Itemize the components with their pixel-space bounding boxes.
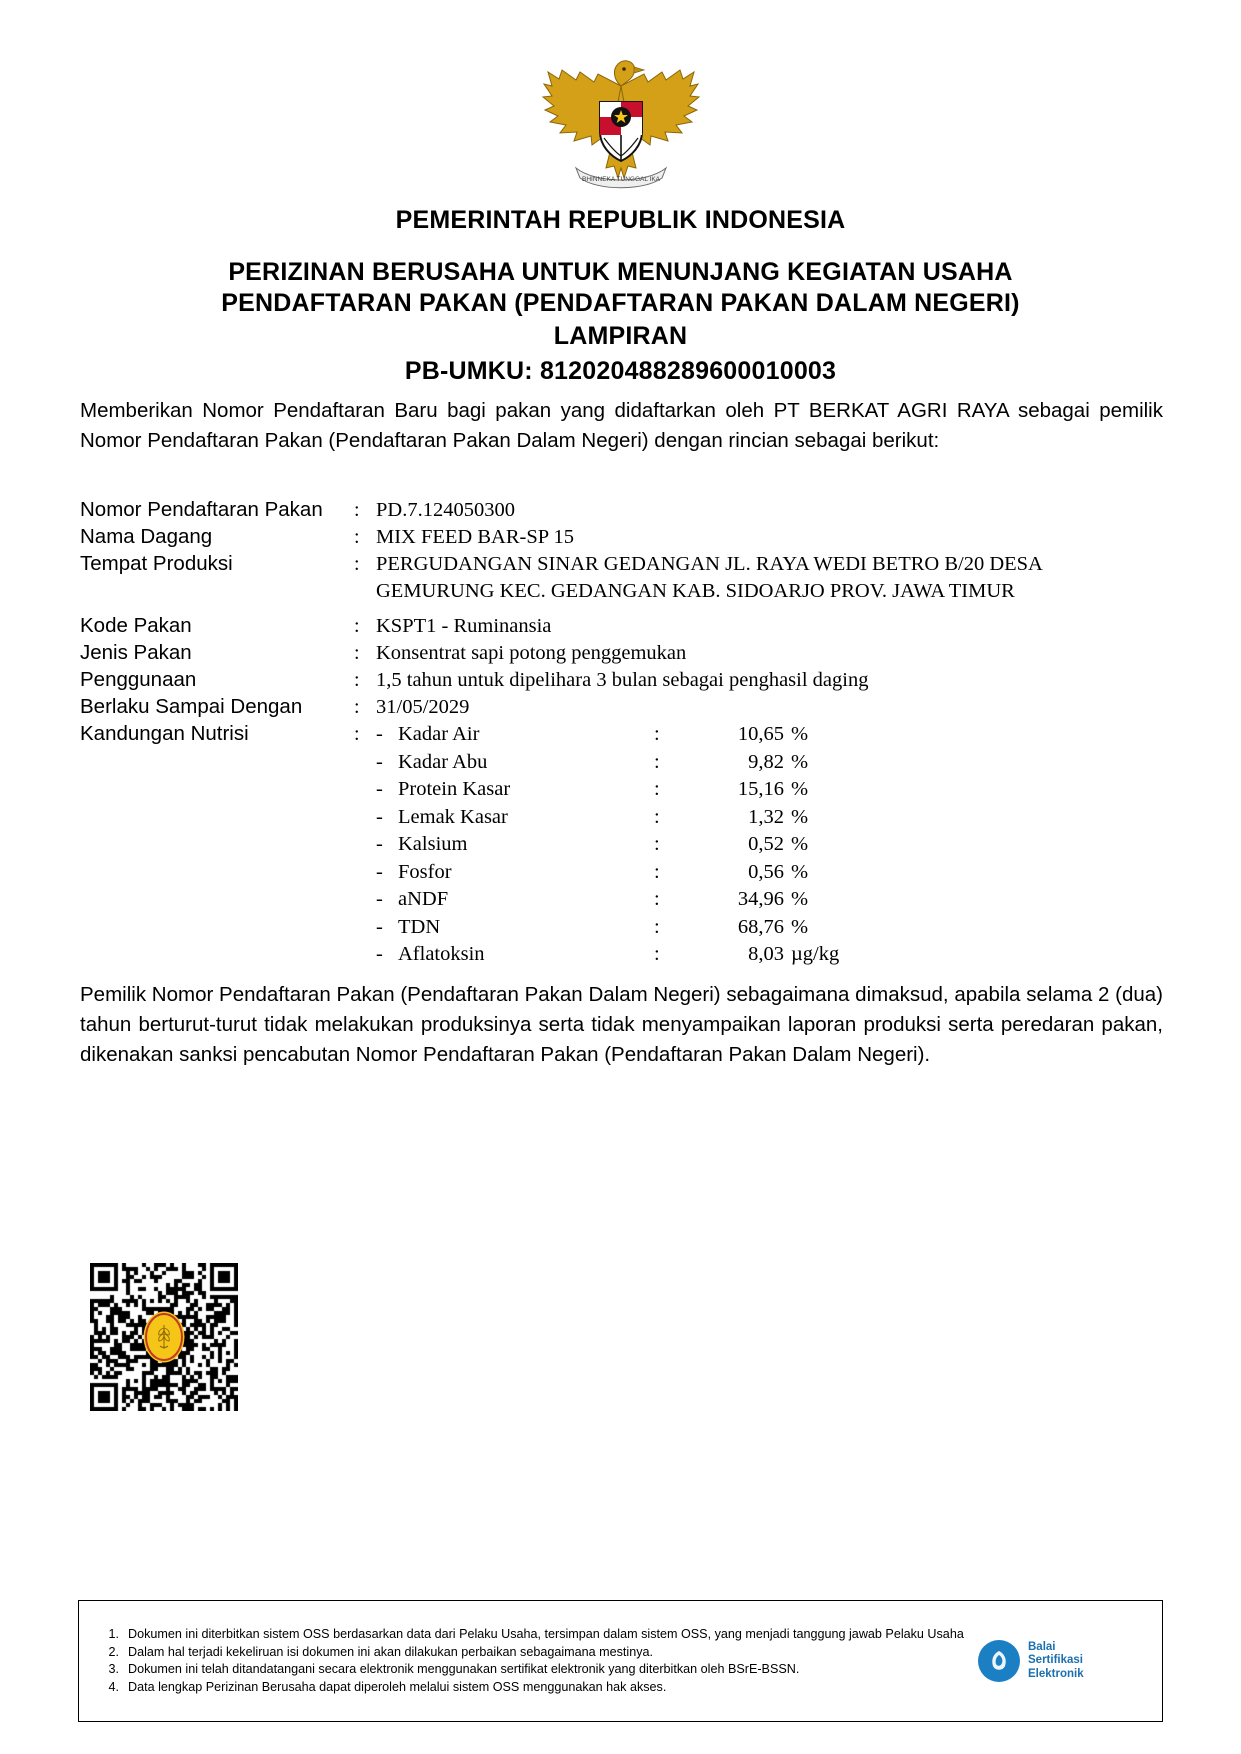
- field-value: 1,5 tahun untuk dipelihara 3 bulan sebagai penghasil daging: [376, 669, 869, 691]
- bsre-line-1: Balai: [1028, 1640, 1056, 1653]
- closing-paragraph: Pemilik Nomor Pendaftaran Pakan (Pendaftaran Pakan Dalam Negeri) sebagaimana dimaksud, apabila selama 2 (dua) tahun berturut-turut tidak melakukan produksinya serta tidak menyampaikan laporan produksi serta peredaran pakan, dikenakan sanksi pencabutan Nomor Pendaftaran Pakan (Pendaftaran Pakan Dalam Negeri).: [80, 983, 1163, 1066]
- bsre-logo-text: [1028, 1641, 1084, 1682]
- bsre-logo: [968, 1640, 1148, 1682]
- field-kandungan-nutrisi: [80, 721, 1171, 969]
- nutrition-name: Fosfor: [398, 860, 452, 883]
- emblem-container: [0, 46, 1241, 196]
- field-tempat-produksi: [80, 551, 1171, 605]
- field-label: Jenis Pakan: [80, 641, 192, 664]
- nutrition-row: [376, 859, 1171, 887]
- field-jenis-pakan: [80, 640, 1171, 667]
- nutrition-name: Protein Kasar: [398, 778, 511, 800]
- footer-note: [93, 1679, 968, 1697]
- field-value: KSPT1 - Ruminansia: [376, 615, 552, 637]
- intro-paragraph: Memberikan Nomor Pendaftaran Baru bagi pakan yang didaftarkan oleh PT BERKAT AGRI RAYA sebagai pemilik Nomor Pendaftaran Pakan (Pendaftaran Pakan Dalam Negeri) dengan rincian sebagai berikut:: [80, 399, 1163, 452]
- nutrition-dash: -: [376, 943, 383, 965]
- footer-note: [93, 1644, 968, 1662]
- footer-note-text: Dalam hal terjadi kekeliruan isi dokumen ini akan dilakukan perbaikan sebagaimana mestinya.: [128, 1644, 654, 1659]
- nutrition-name: Aflatoksin: [398, 943, 485, 965]
- field-value: 31/05/2029: [376, 696, 470, 718]
- header-line-perizinan: PERIZINAN BERUSAHA UNTUK MENUNJANG KEGIATAN USAHA: [228, 258, 1013, 286]
- document-header: [80, 205, 1161, 387]
- field-label: Nama Dagang: [80, 525, 213, 548]
- nutrition-unit: %: [791, 860, 809, 883]
- nutrition-row: [376, 886, 1171, 914]
- nutrition-colon: :: [654, 915, 660, 938]
- bsre-line-3: Elektronik: [1028, 1667, 1084, 1680]
- nutrition-dash: -: [376, 750, 383, 773]
- nutrition-unit: %: [791, 750, 809, 773]
- footer-note-number: 4.: [108, 1679, 119, 1694]
- field-value: Konsentrat sapi potong penggemukan: [376, 642, 687, 664]
- footer-note: [93, 1626, 968, 1644]
- footer-note-number: 1.: [108, 1627, 119, 1641]
- verification-qr-code[interactable]: [90, 1263, 238, 1411]
- nutrition-row: [376, 941, 1171, 969]
- nutrition-colon: :: [654, 750, 660, 773]
- nutrition-row: [376, 776, 1171, 804]
- field-value: MIX FEED BAR-SP 15: [376, 526, 575, 548]
- notes-list: [93, 1626, 968, 1696]
- nutrition-dash: -: [376, 888, 383, 910]
- garuda-pancasila-emblem: [536, 46, 706, 196]
- footer-notes-box: [78, 1600, 1163, 1722]
- nutrition-colon: :: [654, 778, 660, 800]
- nutrition-dash: -: [376, 778, 383, 800]
- field-label: Kode Pakan: [80, 614, 192, 637]
- field-nomor-pendaftaran-pakan: [80, 497, 1171, 524]
- header-line-government: PEMERINTAH REPUBLIK INDONESIA: [395, 206, 846, 234]
- nutrition-name: Kadar Abu: [398, 750, 488, 773]
- nutrition-dash: -: [376, 805, 383, 828]
- footer-note-text: Data lengkap Perizinan Berusaha dapat diperoleh melalui sistem OSS menggunakan hak akses.: [128, 1679, 667, 1694]
- nutrition-unit: %: [791, 805, 809, 828]
- padi-kapas-glyph: [153, 1322, 175, 1352]
- field-kode-pakan: [80, 613, 1171, 640]
- nutrition-unit: µg/kg: [791, 943, 840, 965]
- footer-note-text: Dokumen ini telah ditandatangani secara elektronik menggunakan sertifikat elektronik yang diterbitkan oleh BSrE-BSSN.: [128, 1662, 800, 1676]
- nutrition-unit: %: [791, 915, 809, 938]
- nutrition-value: 8,03: [748, 943, 784, 965]
- field-colon: :: [354, 615, 360, 637]
- field-berlaku-sampai-dengan: [80, 694, 1171, 721]
- field-colon: :: [354, 696, 360, 718]
- field-colon: :: [354, 526, 360, 548]
- nutrition-unit: %: [791, 888, 809, 910]
- header-line-pendaftaran: PENDAFTARAN PAKAN (PENDAFTARAN PAKAN DALAM NEGERI): [221, 289, 1020, 317]
- nutrition-colon: :: [654, 833, 660, 855]
- footer-note-text: Dokumen ini diterbitkan sistem OSS berdasarkan data dari Pelaku Usaha, tersimpan dalam sistem OSS, yang menjadi tanggung jawab Pelaku Usaha: [128, 1627, 964, 1641]
- nutrition-value: 34,96: [737, 888, 784, 910]
- nutrition-name: Lemak Kasar: [398, 805, 508, 828]
- nutrition-value: 10,65: [737, 723, 784, 745]
- nutrition-value: 15,16: [737, 778, 784, 800]
- nutrition-value: 9,82: [748, 750, 784, 773]
- nutrition-dash: -: [376, 833, 383, 855]
- nutrition-name: Kalsium: [398, 833, 468, 855]
- nutrition-row: [376, 914, 1171, 942]
- details-section: [80, 497, 1171, 969]
- nutrition-unit: %: [791, 833, 809, 855]
- gold-padi-seal-icon: [145, 1313, 183, 1361]
- nutrition-value: 1,32: [748, 805, 784, 828]
- nutrition-unit: %: [791, 778, 809, 800]
- field-colon: :: [354, 553, 360, 575]
- header-line-lampiran: LAMPIRAN: [553, 322, 688, 350]
- field-colon: :: [354, 723, 360, 745]
- bsre-line-2: Sertifikasi: [1028, 1654, 1083, 1667]
- nutrition-row: [376, 831, 1171, 859]
- field-label: Penggunaan: [80, 668, 197, 691]
- footer-note-number: 2.: [108, 1644, 119, 1659]
- nutrition-dash: -: [376, 915, 383, 938]
- field-label: Tempat Produksi: [80, 552, 233, 575]
- nutrition-value: 68,76: [737, 915, 784, 938]
- field-nama-dagang: [80, 524, 1171, 551]
- field-label: Kandungan Nutrisi: [80, 722, 249, 745]
- nutrition-colon: :: [654, 723, 660, 745]
- field-value: PD.7.124050300: [376, 499, 515, 521]
- nutrition-name: Kadar Air: [398, 723, 480, 745]
- bsre-shield-icon: [978, 1640, 1020, 1682]
- nutrition-row: [376, 721, 1171, 749]
- nutrition-dash: -: [376, 860, 383, 883]
- nutrition-colon: :: [654, 943, 660, 965]
- field-colon: :: [354, 499, 360, 521]
- field-value: PERGUDANGAN SINAR GEDANGAN JL. RAYA WEDI BETRO B/20 DESA GEMURUNG KEC. GEDANGAN KAB. SIDOARJO PROV. JAWA TIMUR: [376, 553, 1042, 602]
- nutrition-value: 0,56: [748, 860, 784, 883]
- field-label: Berlaku Sampai Dengan: [80, 695, 303, 718]
- field-colon: :: [354, 669, 360, 691]
- bsre-glyph: [984, 1646, 1014, 1676]
- nutrition-unit: %: [791, 723, 809, 745]
- field-penggunaan: [80, 667, 1171, 694]
- nutrition-name: TDN: [398, 915, 441, 938]
- nutrition-name: aNDF: [398, 888, 449, 910]
- nutrition-colon: :: [654, 860, 660, 883]
- nutrition-row: [376, 749, 1171, 777]
- nutrition-value: 0,52: [748, 833, 784, 855]
- field-label: Nomor Pendaftaran Pakan: [80, 498, 323, 521]
- svg-text:BHINNEKA TUNGGAL IKA: BHINNEKA TUNGGAL IKA: [581, 176, 660, 183]
- nutrition-dash: -: [376, 723, 383, 745]
- nutrition-row: [376, 804, 1171, 832]
- footer-note: [93, 1661, 968, 1679]
- nutrition-list: [376, 721, 1171, 969]
- nutrition-colon: :: [654, 888, 660, 910]
- field-colon: :: [354, 642, 360, 664]
- header-line-pbumku: PB-UMKU: 812020488289600010003: [404, 357, 837, 385]
- footer-note-number: 3.: [108, 1662, 119, 1676]
- nutrition-colon: :: [654, 805, 660, 828]
